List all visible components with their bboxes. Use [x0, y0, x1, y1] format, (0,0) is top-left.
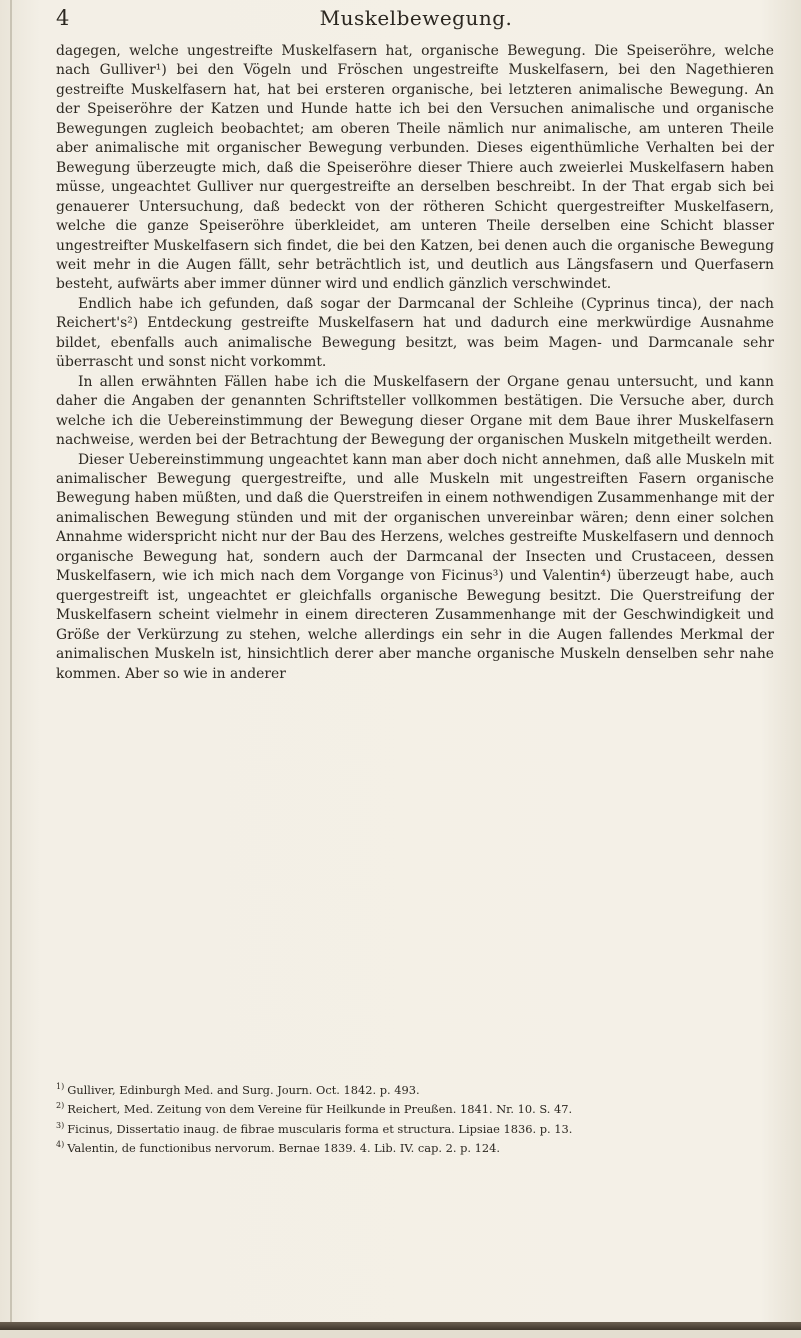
- footnote: [56, 1137, 774, 1156]
- page-header: [56, 4, 776, 34]
- footnote-text: Gulliver, Edinburgh Med. and Surg. Journ. Oct. 1842. p. 493.: [67, 1082, 420, 1097]
- footnote: [56, 1079, 774, 1098]
- footnote: [56, 1098, 774, 1117]
- footnote-number: 3): [56, 1120, 65, 1130]
- footnotes: [56, 1079, 774, 1157]
- paragraph: Dieser Uebereinstimmung ungeachtet kann man aber doch nicht annehmen, daß alle Muskeln mit animalischer Bewegung quergestreifte, und alle Muskeln mit ungestreiften Fasern organische Bewegung haben müßten, und daß die Querstreifen in einem nothwendigen Zusammenhange mit der animalischen Bewegung stünden und mit der organischen unvereinbar wären; denn einer solchen Annahme widerspricht nicht nur der Bau des Herzens, welches gestreifte Muskelfasern und dennoch organische Bewegung hat, sondern auch der Darmcanal der Insecten und Crustaceen, dessen Muskelfasern, wie ich mich nach dem Vorgange von Ficinus³) und Valentin⁴) überzeugt habe, auch quergestreift ist, ungeachtet er gleichfalls organische Bewegung besitzt. Die Querstreifung der Muskelfasern scheint vielmehr in einem directeren Zusammenhange mit der Geschwindigkeit und Größe der Verkürzung zu stehen, welche allerdings ein sehr in die Augen fallendes Merkmal der animalischen Muskeln ist, hinsichtlich derer aber manche organische Muskeln denselben sehr nahe kommen. Aber so wie in anderer: [56, 451, 774, 682]
- page-number: 4: [56, 6, 70, 30]
- footnote-text: Valentin, de functionibus nervorum. Bernae 1839. 4. Lib. IV. cap. 2. p. 124.: [67, 1140, 500, 1155]
- footnote: [56, 1118, 774, 1137]
- footnote-number: 1): [56, 1082, 65, 1091]
- paragraph: Endlich habe ich gefunden, daß sogar der Darmcanal der Schleihe (Cyprinus tinca), der nach Reichert's²) Entdeckung gestreifte Muskelfasern hat und dadurch eine merkwürdige Ausnahme bildet, ebenfalls auch animalische Bewegung besitzt, was beim Magen- und Darmcanale sehr überrascht und sonst nicht vorkommt.: [56, 295, 774, 371]
- running-head: Muskelbewegung.: [319, 6, 513, 30]
- binding-gutter: [10, 0, 12, 1338]
- scan-edge-bar: [0, 1322, 801, 1330]
- scan-edge-strip: [0, 1330, 801, 1338]
- footnote-text: Ficinus, Dissertatio inaug. de fibrae muscularis forma et structura. Lipsiae 1836. p. 13.: [67, 1121, 573, 1136]
- paragraph: dagegen, welche ungestreifte Muskelfasern hat, organische Bewegung. Die Speiseröhre, welche nach Gulliver¹) bei den Vögeln und Fröschen ungestreifte Muskelfasern, bei den Nagethieren gestreifte Muskelfasern hat, hat bei ersteren organische, bei letzteren animalische Bewegung. An der Speiseröhre der Katzen und Hunde hatte ich bei den Versuchen animalische und organische Bewegungen zugleich beobachtet; am oberen Theile nämlich nur animalische, am unteren Theile aber animalische mit organischer Bewegung verbunden. Dieses eigenthümliche Verhalten bei der Bewegung überzeugte mich, daß die Speiseröhre dieser Thiere auch zweierlei Muskelfasern haben müsse, ungeachtet Gulliver nur quergestreifte an derselben beschreibt. In der That ergab sich bei genauerer Untersuchung, daß bedeckt von der rötheren Schicht quergestreifter Muskelfasern, welche die ganze Speiseröhre überkleidet, am unteren Theile derselben eine Schicht blasser ungestreifter Muskelfasern sich findet, die bei den Katzen, bei denen auch die organische Bewegung weit mehr in die Augen fällt, sehr beträchtlich ist, und deutlich aus Längsfasern und Querfasern besteht, aufwärts aber immer dünner wird und endlich gänzlich verschwindet.: [56, 43, 774, 293]
- main-text: [56, 42, 774, 684]
- paragraph: In allen erwähnten Fällen habe ich die Muskelfasern der Organe genau untersucht, und kann daher die Angaben der genannten Schriftsteller vollkommen bestätigen. Die Versuche aber, durch welche ich die Uebereinstimmung der Bewegung dieser Organe mit dem Baue ihrer Muskelfasern nachweise, werden bei der Betrachtung der Bewegung der organischen Muskeln mitgetheilt werden.: [56, 373, 774, 449]
- footnote-text: Reichert, Med. Zeitung von dem Vereine für Heilkunde in Preußen. 1841. Nr. 10. S. 47.: [67, 1102, 573, 1117]
- footnote-number: 4): [56, 1140, 65, 1150]
- footnote-number: 2): [56, 1101, 65, 1111]
